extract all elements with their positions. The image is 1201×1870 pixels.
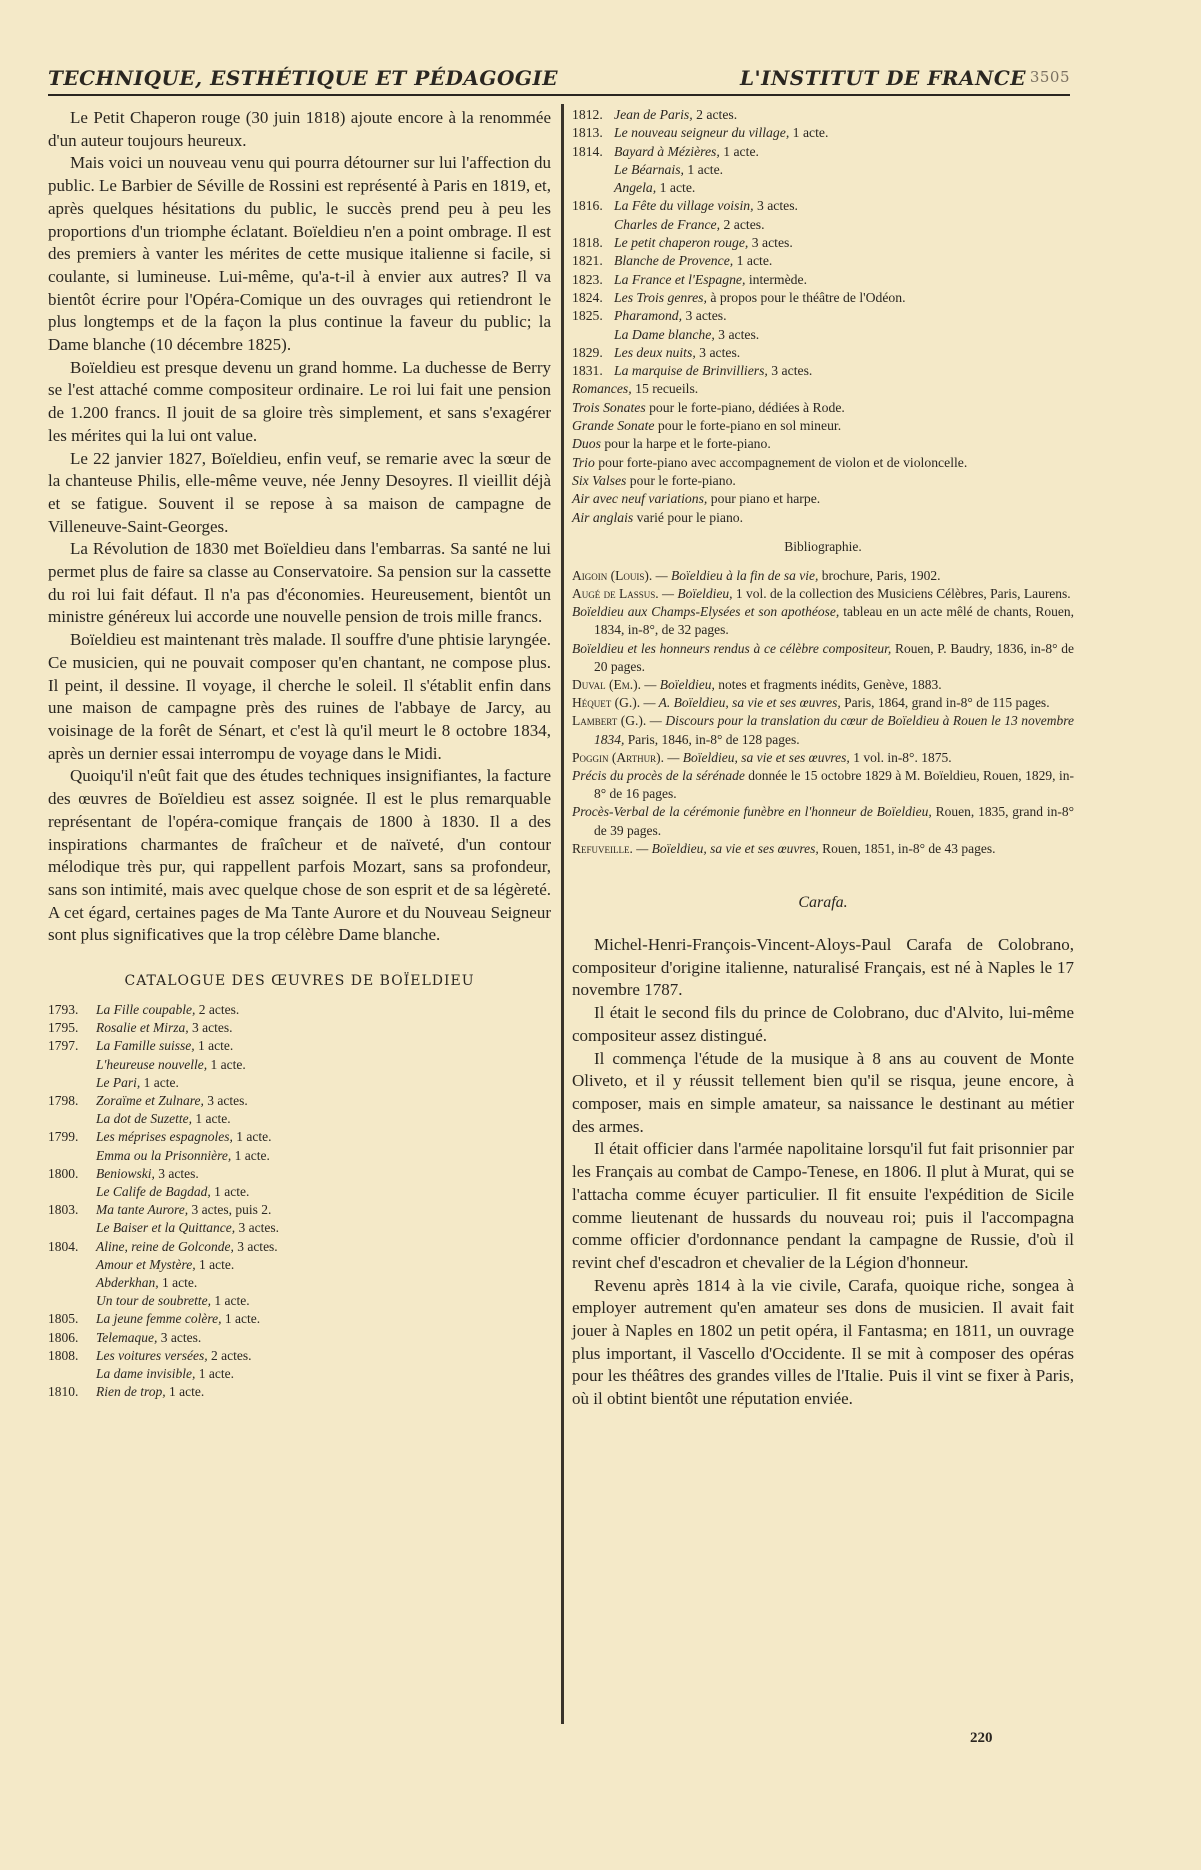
list-item xyxy=(48,1256,551,1274)
header-page-number: 3505 xyxy=(1029,68,1070,86)
catalog-work: Le Calife de Bagdad, xyxy=(96,1184,211,1200)
catalog-detail: 3 actes, puis 2. xyxy=(188,1202,272,1218)
list-item xyxy=(572,509,1074,527)
catalog-detail: 3 actes. xyxy=(748,235,793,251)
other-work-detail: 15 recueils. xyxy=(631,381,699,397)
other-work-detail: pour forte-piano avec accompagnement de violon et de violoncelle. xyxy=(594,454,968,470)
catalog-detail: 2 actes. xyxy=(207,1347,252,1363)
list-item xyxy=(572,106,1074,124)
paragraph: Boïeldieu est presque devenu un grand homme. La duchesse de Berry se l'est attaché comme compositeur ordinaire. Le roi lui fait une pension de 1.200 francs. Il jouit de sa gloire très simplement, et sans s'exagérer les mérites qui la lui ont value. xyxy=(48,357,551,445)
bib-title: — Boïeldieu à la fin de sa vie, xyxy=(652,567,819,583)
bib-title: — A. Boïeldieu, sa vie et ses œuvres, xyxy=(640,695,841,711)
bibliography-title: Bibliographie. xyxy=(784,538,862,554)
catalog-detail: 1 acte. xyxy=(158,1275,198,1291)
list-item xyxy=(48,1183,551,1201)
catalog-detail: 1 acte. xyxy=(211,1293,250,1309)
catalog-year: 1799. xyxy=(48,1129,79,1145)
catalog-detail: 1 acte. xyxy=(194,1038,234,1054)
catalog-work: Charles de France, xyxy=(614,216,721,232)
bibliography-entry xyxy=(572,603,1074,639)
catalog-year: 1824. xyxy=(572,289,603,305)
bib-detail: Paris, 1846, in-8° de 128 pages. xyxy=(624,731,800,747)
paragraph: Il était officier dans l'armée napolitaine lorsqu'il fut fait prisonnier par les Français au combat de Campo-Tenese, en 1806. Il plut à Murat, qui se l'attacha comme écuyer particulier. Il fit ensuite l'expédition de Sicile comme lieutenant de hussards du nouveau roi; puis il l'accompagna comme officier d'ordonnance pendant la campagne de Russie, d'où il revint chef d'escadron et chevalier de la Légion d'honneur. xyxy=(572,1139,1074,1272)
list-item xyxy=(48,1365,551,1383)
catalog-detail: 3 actes. xyxy=(767,363,813,379)
other-work-detail: varié pour le piano. xyxy=(633,509,744,525)
catalog-work: L'heureuse nouvelle, xyxy=(96,1056,208,1072)
catalog-work: Aline, reine de Golconde, xyxy=(96,1238,234,1254)
list-item xyxy=(48,1347,551,1365)
catalog-year: 1804. xyxy=(48,1238,79,1254)
paragraph: Il était le second fils du prince de Colobrano, duc d'Alvito, lui-même compositeur assez distingué. xyxy=(572,1003,1074,1045)
catalog-year: 1806. xyxy=(48,1329,79,1345)
catalog-work: Pharamond, xyxy=(614,308,683,324)
section-title: Carafa. xyxy=(798,894,848,912)
catalog-work: Les voitures versées, xyxy=(96,1347,208,1363)
catalog-detail: 1 acte. xyxy=(195,1366,234,1382)
bibliography-entry xyxy=(572,767,1074,803)
other-work-detail: pour la harpe et le forte-piano. xyxy=(600,436,771,452)
left-column xyxy=(48,107,551,1401)
other-work: Air anglais xyxy=(572,509,634,525)
running-header xyxy=(48,66,1070,96)
list-item xyxy=(48,1128,551,1146)
bib-title: — Discours pour la translation du cœur de Boïeldieu à Rouen le 13 novembre 1834, xyxy=(594,713,1074,747)
list-item xyxy=(572,197,1074,215)
catalog-work: Le petit chaperon rouge, xyxy=(614,235,749,251)
catalog-detail: 3 actes. xyxy=(233,1238,278,1254)
list-item xyxy=(572,326,1074,344)
list-item xyxy=(572,143,1074,161)
bib-detail: Rouen, P. Baudry, 1836, in-8° de 20 pages. xyxy=(594,640,1075,674)
bib-author: Augé de Lassus. xyxy=(572,586,659,602)
paragraph: Revenu après 1814 à la vie civile, Carafa, quoique riche, songea à employer autrement qu'en amateur ses dons de musicien. Il avait fait jouer à Naples en 1802 un petit opéra, il Fantasma; en 1811, un ouvrage plus important, il Vascello d'Occidente. Il se mit à composer des opéras pour les théâtres des grandes villes de l'Italie. Puis il vint se fixer à Paris, où il obtint bientôt une réputation enviée. xyxy=(572,1275,1074,1409)
catalog-detail: 3 actes. xyxy=(235,1220,279,1236)
catalog-work: Ma tante Aurore, xyxy=(96,1202,189,1218)
bibliography-entry xyxy=(572,640,1074,676)
bib-detail: Rouen, 1851, in-8° de 43 pages. xyxy=(818,840,996,856)
catalog-work: Les deux nuits, xyxy=(614,344,696,360)
catalog-work: Un tour de soubrette, xyxy=(96,1293,211,1309)
column-divider xyxy=(561,104,564,1724)
catalog-year: 1829. xyxy=(572,344,603,360)
bibliography-entry xyxy=(572,694,1074,712)
list-item xyxy=(572,380,1074,398)
list-item xyxy=(48,1147,551,1165)
bibliography-entry xyxy=(572,749,1074,767)
list-item xyxy=(572,454,1074,472)
catalog-work: La jeune femme colère, xyxy=(96,1311,222,1327)
list-item xyxy=(572,124,1074,142)
catalog-year: 1797. xyxy=(48,1038,79,1054)
catalog-work: Angela, xyxy=(614,180,657,196)
catalog-work: Les Trois genres, xyxy=(614,289,707,305)
catalog-detail: 1 acte. xyxy=(656,180,696,196)
list-item xyxy=(48,1056,551,1074)
catalog-list-right xyxy=(572,106,1074,527)
catalog-list-left xyxy=(48,1001,551,1401)
paragraph: Il commença l'étude de la musique à 8 ans au couvent de Monte Oliveto, et il y réussit tellement bien qu'il se risqua, jeune encore, à composer, mais en simple amateur, sa naissance le destinant au métier des armes. xyxy=(572,1048,1074,1136)
catalog-detail: 1 acte. xyxy=(733,253,773,269)
bibliography-entry xyxy=(572,712,1074,748)
list-item xyxy=(48,1383,551,1401)
bibliography-list xyxy=(572,567,1074,858)
bib-title: — Boïeldieu, sa vie et ses œuvres, xyxy=(632,840,819,856)
catalog-work: Le Pari, xyxy=(96,1074,141,1090)
other-work-detail: pour le forte-piano. xyxy=(626,472,736,488)
other-work: Romances, xyxy=(572,381,632,397)
bib-author: Duval (Em.). xyxy=(572,677,641,693)
catalog-work: La Fête du village voisin, xyxy=(614,198,754,214)
catalog-work: La Famille suisse, xyxy=(96,1038,195,1054)
catalog-detail: 3 actes. xyxy=(695,344,741,360)
catalog-year: 1814. xyxy=(572,143,603,159)
catalog-year: 1831. xyxy=(572,363,603,379)
bibliography-entry xyxy=(572,585,1074,603)
bib-author: Refuveille. xyxy=(572,840,633,856)
right-column xyxy=(572,106,1074,1411)
catalog-year: 1800. xyxy=(48,1165,79,1181)
catalog-work: Le nouveau seigneur du village, xyxy=(614,125,790,141)
other-work: Trio xyxy=(572,454,595,470)
bib-detail: donnée le 15 octobre 1829 à M. Boïeldieu, Rouen, 1829, in-8° de 16 pages. xyxy=(594,768,1074,802)
list-item xyxy=(48,1165,551,1183)
catalog-year: 1823. xyxy=(572,271,603,287)
left-body-text xyxy=(48,107,551,947)
paragraph: La Révolution de 1830 met Boïeldieu dans l'embarras. Sa santé ne lui permet plus de faire sa classe au Conservatoire. Sa pension sur la cassette du roi lui fait défaut. Il n'a pas d'économies. Heureusement, bientôt un ministre généreux lui accorde une nouvelle pension de trois mille francs. xyxy=(48,539,551,627)
catalog-work: Zoraïme et Zulnare, xyxy=(96,1093,204,1109)
catalog-work: Le Baiser et la Quittance, xyxy=(96,1220,236,1236)
bib-author: Aigoin (Louis). xyxy=(572,567,653,583)
list-item xyxy=(48,1310,551,1328)
bib-author: Poggin (Arthur). xyxy=(572,749,664,765)
list-item xyxy=(48,1001,551,1019)
catalog-detail: 1 acte. xyxy=(232,1129,272,1145)
list-item xyxy=(572,307,1074,325)
header-right-title: L'INSTITUT DE FRANCE xyxy=(739,66,1026,90)
bib-detail: tableau en un acte mêlé de chants, Rouen, 1834, in-8°, de 32 pages. xyxy=(594,604,1074,638)
paragraph: Boïeldieu est maintenant très malade. Il souffre d'une phtisie laryngée. Ce musicien, qui ne pouvait composer qu'en chantant, ne compose plus. Il peint, il dessine. Il voyage, il cherche le soleil. Il s'établit enfin dans une maison de campagne près des ruines de l'abbaye de Jarcy, au voisinage de la forêt de Sénart, et c'est là qu'il meurt le 8 octobre 1834, après un dernier essai interrompu de voyage dans le Midi. xyxy=(48,630,551,763)
catalog-detail: 3 actes. xyxy=(157,1329,202,1345)
list-item xyxy=(48,1110,551,1128)
catalog-work: Amour et Mystère, xyxy=(96,1256,196,1272)
catalog-detail: 3 actes. xyxy=(682,308,727,324)
catalog-detail: 1 acte. xyxy=(231,1147,270,1163)
catalog-year: 1795. xyxy=(48,1020,79,1036)
list-item xyxy=(48,1292,551,1310)
catalog-detail: à propos pour le théâtre de l'Odéon. xyxy=(706,289,906,305)
catalog-detail: 1 acte. xyxy=(195,1256,235,1272)
list-item xyxy=(48,1238,551,1256)
list-item xyxy=(48,1329,551,1347)
paragraph: Michel-Henri-François-Vincent-Aloys-Paul Carafa de Colobrano, compositeur d'origine italienne, naturalisé Français, est né à Naples le 17 novembre 1787. xyxy=(572,935,1074,1000)
catalog-year: 1813. xyxy=(572,125,603,141)
list-item xyxy=(48,1037,551,1055)
catalog-detail: 3 actes. xyxy=(714,326,760,342)
bibliography-entry xyxy=(572,840,1074,858)
catalog-work: Emma ou la Prisonnière, xyxy=(96,1147,232,1163)
other-work: Grande Sonate xyxy=(572,418,655,434)
bib-detail: 1 vol. de la collection des Musiciens Célèbres, Paris, Laurens. xyxy=(732,586,1071,602)
paragraph: Quoiqu'il n'eût fait que des études techniques insignifiantes, la facture des œuvres de Boïeldieu est assez soignée. Il est le plus remarquable représentant de l'opéra-comique français de 1800 à 1830. Il a des inspirations charmantes de fraîcheur et de naïveté, d'un contour mélodique très pur, qui rappellent parfois Mozart, sans sa profondeur, sans son intimité, mais avec quelque chose de son esprit et de sa légèreté. A cet égard, certaines pages de Ma Tante Aurore et du Nouveau Seigneur sont plus significatives que la trop célèbre Dame blanche. xyxy=(48,766,551,945)
list-item xyxy=(572,252,1074,270)
catalog-title: CATALOGUE DES ŒUVRES DE BOÏELDIEU xyxy=(124,973,475,990)
bib-author: Lambert (G.). xyxy=(572,713,647,729)
bibliography-entry xyxy=(572,567,1074,585)
list-item xyxy=(572,362,1074,380)
catalog-detail: 3 actes. xyxy=(753,198,798,214)
catalog-detail: 1 acte. xyxy=(719,143,759,159)
catalog-year: 1793. xyxy=(48,1002,79,1018)
bib-detail: brochure, Paris, 1902. xyxy=(818,567,941,583)
catalog-detail: 2 actes. xyxy=(195,1002,240,1018)
bib-author: Héquet (G.). xyxy=(572,695,641,711)
list-item xyxy=(572,234,1074,252)
catalog-work: La Dame blanche, xyxy=(614,326,715,342)
list-item xyxy=(48,1074,551,1092)
catalog-detail: 2 actes. xyxy=(720,216,765,232)
right-body-text xyxy=(572,934,1074,1411)
bibliography-entry xyxy=(572,676,1074,694)
list-item xyxy=(48,1201,551,1219)
catalog-work: Jean de Paris, xyxy=(614,107,693,122)
other-work: Duos xyxy=(572,436,601,452)
catalog-work: La marquise de Brinvilliers, xyxy=(614,363,768,379)
list-item xyxy=(572,289,1074,307)
list-item xyxy=(48,1092,551,1110)
catalog-work: Rien de trop, xyxy=(96,1384,166,1400)
other-work: Six Valses xyxy=(572,472,627,488)
paragraph: Mais voici un nouveau venu qui pourra détourner sur lui l'affection du public. Le Barbier de Séville de Rossini est représenté à Paris en 1819, et, après quelques hésitations du public, le succès prend peu à peu les proportions d'un triomphe éclatant. Boïeldieu n'en a point ombrage. Il est des premiers à vanter les mérites de cette musique italienne si facile, si coulante, si lumineuse. Lui-même, qu'a-t-il à envier aux autres? Il va bientôt écrire pour l'Opéra-Comique un des ouvrages qui retiendront le plus longtemps et de la façon la plus continue la faveur du public; la Dame blanche (10 décembre 1825). xyxy=(48,153,551,355)
catalog-detail: 1 acte. xyxy=(192,1111,231,1127)
other-work-detail: pour le forte-piano en sol mineur. xyxy=(654,418,842,434)
catalog-work: La dot de Suzette, xyxy=(96,1111,192,1127)
catalog-work: Rosalie et Mirza, xyxy=(96,1020,189,1036)
catalog-work: Telemaque, xyxy=(96,1329,158,1345)
list-item xyxy=(48,1274,551,1292)
bib-title: — Boïeldieu, sa vie et ses œuvres, xyxy=(663,749,850,765)
catalog-work: Bayard à Mézières, xyxy=(614,143,720,159)
catalog-work: Blanche de Provence, xyxy=(614,253,734,269)
bib-detail: 1 vol. in-8°. 1875. xyxy=(849,749,952,765)
bib-title: Précis du procès de la sérénade xyxy=(572,768,745,784)
bib-title: — Boïeldieu, xyxy=(658,586,733,602)
catalog-work: La Fille coupable, xyxy=(96,1002,196,1018)
catalog-year: 1821. xyxy=(572,253,603,269)
list-item xyxy=(572,472,1074,490)
catalog-work: La France et l'Espagne, xyxy=(614,271,746,287)
catalog-year: 1825. xyxy=(572,308,603,324)
bib-title: — Boïeldieu, xyxy=(640,677,715,693)
other-work-detail: pour piano et harpe. xyxy=(707,491,821,507)
list-item xyxy=(48,1019,551,1037)
catalog-work: La dame invisible, xyxy=(96,1366,196,1382)
catalog-detail: 1 acte. xyxy=(165,1384,205,1400)
catalog-year: 1805. xyxy=(48,1311,79,1327)
catalog-detail: 3 actes. xyxy=(203,1093,248,1109)
list-item xyxy=(572,417,1074,435)
other-work-detail: pour le forte-piano, dédiées à Rode. xyxy=(645,399,845,415)
other-work: Trois Sonates xyxy=(572,399,646,415)
bibliography-entry xyxy=(572,803,1074,839)
catalog-detail: intermède. xyxy=(745,271,807,287)
catalog-year: 1816. xyxy=(572,198,603,214)
list-item xyxy=(572,490,1074,508)
catalog-detail: 1 acte. xyxy=(140,1074,179,1090)
list-item xyxy=(572,344,1074,362)
bib-title: Procès-Verbal de la cérémonie funèbre en l'honneur de Boïeldieu, xyxy=(572,804,932,820)
list-item xyxy=(572,161,1074,179)
footer-page-number: 220 xyxy=(970,1730,993,1746)
catalog-detail: 1 acte. xyxy=(221,1311,261,1327)
catalog-year: 1810. xyxy=(48,1384,79,1400)
other-work: Air avec neuf variations, xyxy=(572,491,708,507)
list-item xyxy=(572,435,1074,453)
catalog-year: 1798. xyxy=(48,1093,79,1109)
list-item xyxy=(572,271,1074,289)
catalog-work: Les méprises espagnoles, xyxy=(96,1129,233,1145)
catalog-work: Beniowski, xyxy=(96,1165,155,1181)
bib-detail: Rouen, 1835, grand in-8° de 39 pages. xyxy=(594,804,1074,838)
paragraph: Le 22 janvier 1827, Boïeldieu, enfin veuf, se remarie avec la sœur de la chanteuse Philis, elle-même veuve, née Jenny Desoyres. Il vieillit déjà et se fatigue. Souvent il se repose à sa maison de campagne de Villeneuve-Saint-Georges. xyxy=(48,448,551,536)
catalog-detail: 2 actes. xyxy=(692,107,738,122)
list-item xyxy=(572,216,1074,234)
catalog-year: 1818. xyxy=(572,235,603,251)
catalog-work: Abderkhan, xyxy=(96,1275,159,1291)
bib-title: Boïeldieu aux Champs-Elysées et son apothéose, xyxy=(572,604,840,620)
catalog-year: 1808. xyxy=(48,1347,79,1363)
catalog-work: Le Béarnais, xyxy=(614,161,684,177)
catalog-detail: 1 acte. xyxy=(210,1184,250,1200)
bib-detail: Paris, 1864, grand in-8° de 115 pages. xyxy=(840,695,1050,711)
catalog-detail: 3 actes. xyxy=(154,1165,199,1181)
catalog-detail: 1 acte. xyxy=(683,161,724,177)
catalog-detail: 1 acte. xyxy=(207,1056,246,1072)
catalog-year: 1803. xyxy=(48,1202,79,1218)
header-left-title: TECHNIQUE, ESTHÉTIQUE ET PÉDAGOGIE xyxy=(48,66,559,90)
catalog-year: 1812. xyxy=(572,107,603,122)
paragraph: Le Petit Chaperon rouge (30 juin 1818) ajoute encore à la renommée d'un auteur toujours heureux. xyxy=(48,108,551,150)
bib-detail: notes et fragments inédits, Genève, 1883. xyxy=(714,677,942,693)
list-item xyxy=(572,179,1074,197)
list-item xyxy=(572,399,1074,417)
catalog-detail: 3 actes. xyxy=(188,1020,233,1036)
list-item xyxy=(48,1219,551,1237)
catalog-detail: 1 acte. xyxy=(789,125,829,141)
bib-title: Boïeldieu et les honneurs rendus à ce célèbre compositeur, xyxy=(572,640,892,656)
